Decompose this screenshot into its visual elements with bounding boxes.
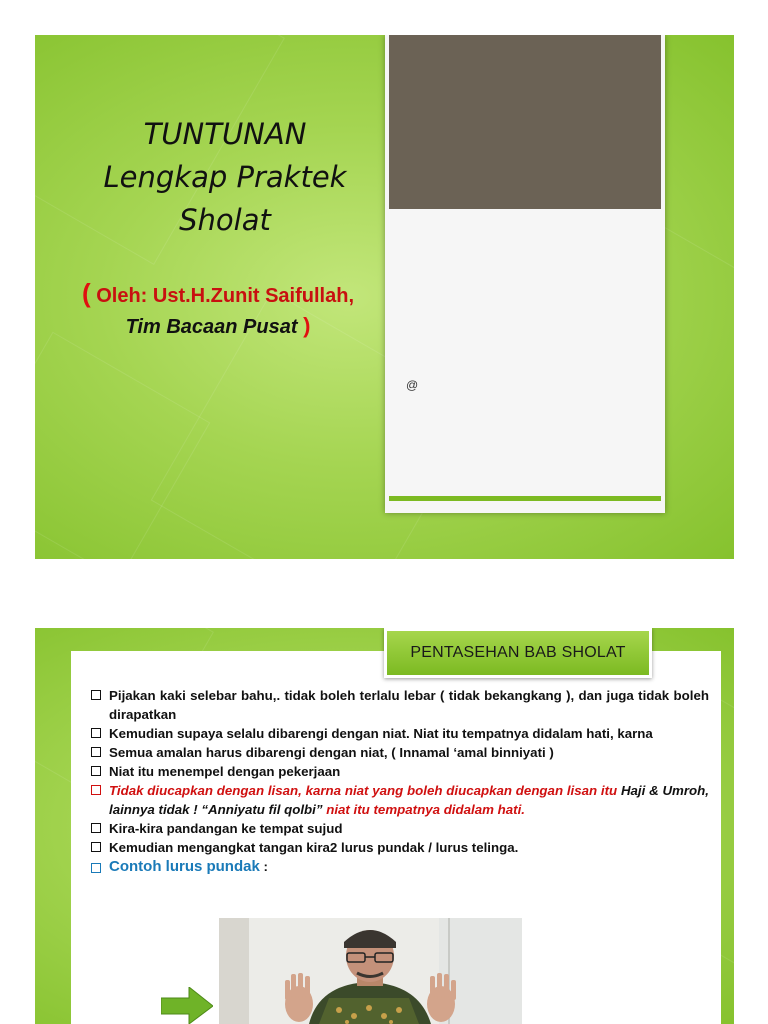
author-team: Tim Bacaan Pusat: [125, 316, 298, 338]
instruction-list: [89, 686, 709, 876]
list-item: Kemudian mengangkat tangan kira2 lurus pundak / lurus telinga.: [89, 838, 709, 857]
person-illustration: [219, 918, 522, 1024]
card-accent-bar: [389, 496, 661, 501]
arrow-right-icon: [161, 987, 213, 1024]
section-header: PENTASEHAN BAB SHOLAT: [384, 628, 652, 678]
red-text: Tidak diucapkan dengan lisan, karna niat yang boleh diucapkan dengan lisan itu: [109, 783, 618, 798]
close-paren: ): [303, 313, 311, 338]
list-item: Niat itu menempel dengan pekerjaan: [89, 762, 709, 781]
list-item-highlighted: [89, 781, 709, 819]
author-credit: [53, 278, 383, 342]
list-item: Semua amalan harus dibarengi dengan niat, ( Innamal ‘amal binniyati ): [89, 743, 709, 762]
red-text: niat itu tempatnya didalam hati.: [326, 802, 525, 817]
list-item-example: [89, 857, 709, 876]
list-item: Kemudian supaya selalu dibarengi dengan niat. Niat itu tempatnya didalam hati, karna: [89, 724, 709, 743]
slide-title: [75, 113, 375, 242]
title-line: TUNTUNAN: [143, 117, 307, 151]
example-label: Contoh lurus pundak: [109, 858, 260, 875]
content-card: [385, 35, 665, 513]
author-name: Oleh: Ust.H.Zunit Saifullah,: [96, 285, 355, 307]
decor-hexagon: [35, 332, 210, 559]
title-line: Lengkap Praktek: [103, 160, 347, 194]
card-header-block: [389, 35, 661, 209]
list-item: Pijakan kaki selebar bahu,. tidak boleh terlalu lebar ( tidak bekangkang ), dan juga tidak boleh dirapatkan: [89, 686, 709, 724]
title-line: Sholat: [179, 203, 271, 237]
open-paren: (: [81, 278, 91, 308]
list-item: Kira-kira pandangan ke tempat sujud: [89, 819, 709, 838]
example-photo: [219, 918, 522, 1024]
black-text: Haji & Umroh, lainnya tidak ! “Anniyatu fil qolbi”: [109, 783, 709, 817]
title-slide: [35, 35, 734, 559]
card-text: @: [406, 378, 419, 392]
example-colon: :: [259, 859, 268, 874]
